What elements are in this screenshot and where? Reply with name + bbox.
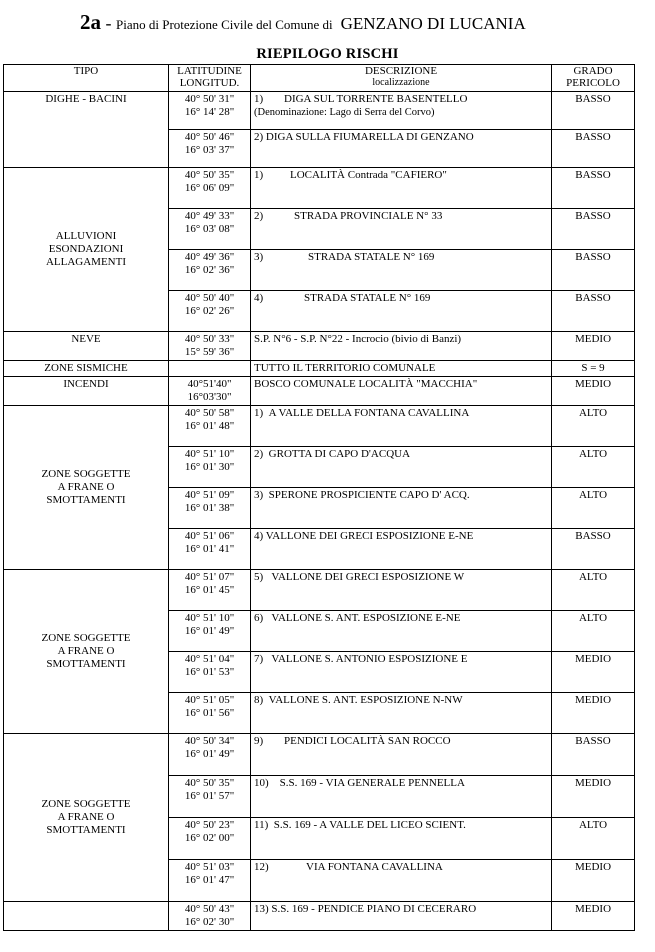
comune-name: GENZANO DI LUCANIA [340,14,526,33]
table-row [4,570,635,611]
grado-cell: BASSO [552,291,635,332]
coord-cell: 40° 50' 23" 16° 02' 00" [169,818,251,860]
group-frane-1: ZONE SOGGETTE A FRANE O SMOTTAMENTI [4,406,169,570]
grado-cell: S = 9 [552,361,635,377]
grado-cell: ALTO [552,447,635,488]
grado-cell: BASSO [552,130,635,168]
coord-cell: 40° 49' 36" 16° 02' 36" [169,250,251,291]
desc-cell: 11) S.S. 169 - A VALLE DEL LICEO SCIENT. [251,818,552,860]
grado-cell: BASSO [552,92,635,130]
table-row [4,377,635,406]
risk-summary-table [3,64,635,931]
grado-cell: MEDIO [552,332,635,361]
desc-cell: BOSCO COMUNALE LOCALITÀ "MACCHIA" [251,377,552,406]
coord-cell: 40° 51' 10" 16° 01' 30" [169,447,251,488]
grado-cell: ALTO [552,488,635,529]
desc-cell: S.P. N°6 - S.P. N°22 - Incrocio (bivio di Banzi) [251,332,552,361]
table-row [4,734,635,776]
table-title: RIEPILOGO RISCHI [256,46,399,62]
grado-cell: BASSO [552,209,635,250]
desc-cell: 9) PENDICI LOCALITÀ SAN ROCCO [251,734,552,776]
coord-cell: 40° 50' 40" 16° 02' 26" [169,291,251,332]
table-row [4,92,635,130]
grado-cell: BASSO [552,529,635,570]
desc-cell: 1) DIGA SUL TORRENTE BASENTELLO (Denominazione: Lago di Serra del Corvo) [251,92,552,130]
grado-cell: MEDIO [552,776,635,818]
col-header-descrizione: DESCRIZIONE localizzazione [251,65,552,92]
desc-cell: 2) STRADA PROVINCIALE N° 33 [251,209,552,250]
coord-cell: 40° 51' 03" 16° 01' 47" [169,860,251,902]
grado-cell: ALTO [552,818,635,860]
grado-cell: MEDIO [552,860,635,902]
coord-cell: 40° 51' 04" 16° 01' 53" [169,652,251,693]
group-frane-2: ZONE SOGGETTE A FRANE O SMOTTAMENTI [4,570,169,734]
desc-cell: 2) DIGA SULLA FIUMARELLA DI GENZANO [251,130,552,168]
group-incendi: INCENDI [4,377,169,406]
desc-cell: 4) STRADA STATALE N° 169 [251,291,552,332]
grado-cell: BASSO [552,168,635,209]
grado-cell: BASSO [552,734,635,776]
grado-cell: MEDIO [552,652,635,693]
grado-cell: MEDIO [552,693,635,734]
desc-cell: 1) A VALLE DELLA FONTANA CAVALLINA [251,406,552,447]
group-neve: NEVE [4,332,169,361]
coord-cell: 40° 50' 35" 16° 01' 57" [169,776,251,818]
col-header-tipo: TIPO [4,65,169,92]
desc-cell: 5) VALLONE DEI GRECI ESPOSIZIONE W [251,570,552,611]
coord-cell: 40° 51' 05" 16° 01' 56" [169,693,251,734]
group-alluvioni: ALLUVIONI ESONDAZIONI ALLAGAMENTI [4,168,169,332]
coord-cell: 40° 51' 10" 16° 01' 49" [169,611,251,652]
group-dighe: DIGHE - BACINI [4,92,169,168]
desc-cell: 7) VALLONE S. ANTONIO ESPOSIZIONE E [251,652,552,693]
desc-cell: 3) SPERONE PROSPICIENTE CAPO D' ACQ. [251,488,552,529]
coord-cell: 40° 50' 58" 16° 01' 48" [169,406,251,447]
table-row [4,406,635,447]
table-row [4,168,635,209]
grado-cell: BASSO [552,250,635,291]
table-row [4,902,635,931]
desc-cell: 4) VALLONE DEI GRECI ESPOSIZIONE E-NE [251,529,552,570]
desc-cell: 1) LOCALITÀ Contrada "CAFIERO" [251,168,552,209]
coord-cell: 40° 50' 31" 16° 14' 28" [169,92,251,130]
grado-cell: ALTO [552,570,635,611]
header-subtitle: Piano di Protezione Civile del Comune di [116,17,333,32]
coord-cell: 40° 50' 34" 16° 01' 49" [169,734,251,776]
document-header [80,10,526,35]
col-header-coords: LATITUDINE LONGITUD. [169,65,251,92]
desc-cell: 12) VIA FONTANA CAVALLINA [251,860,552,902]
desc-cell: 6) VALLONE S. ANT. ESPOSIZIONE E-NE [251,611,552,652]
coord-cell: 40° 51' 06" 16° 01' 41" [169,529,251,570]
grado-cell: ALTO [552,406,635,447]
coord-cell [169,361,251,377]
col-header-grado: GRADO PERICOLO [552,65,635,92]
desc-cell: 8) VALLONE S. ANT. ESPOSIZIONE N-NW [251,693,552,734]
table-header-row [4,65,635,92]
group-empty [4,902,169,931]
grado-cell: MEDIO [552,902,635,931]
grado-cell: MEDIO [552,377,635,406]
group-frane-3: ZONE SOGGETTE A FRANE O SMOTTAMENTI [4,734,169,902]
coord-cell: 40° 50' 33" 15° 59' 36" [169,332,251,361]
desc-cell: 2) GROTTA DI CAPO D'ACQUA [251,447,552,488]
coord-cell: 40° 51' 09" 16° 01' 38" [169,488,251,529]
coord-cell: 40° 51' 07" 16° 01' 45" [169,570,251,611]
coord-cell: 40° 50' 35" 16° 06' 09" [169,168,251,209]
coord-cell: 40° 50' 46" 16° 03' 37" [169,130,251,168]
desc-cell: TUTTO IL TERRITORIO COMUNALE [251,361,552,377]
coord-cell: 40° 49' 33" 16° 03' 08" [169,209,251,250]
desc-cell: 10) S.S. 169 - VIA GENERALE PENNELLA [251,776,552,818]
header-dash: - [101,13,116,33]
table-row [4,332,635,361]
table-row [4,361,635,377]
coord-cell: 40°51'40" 16°03'30" [169,377,251,406]
coord-cell: 40° 50' 43" 16° 02' 30" [169,902,251,931]
group-sismiche: ZONE SISMICHE [4,361,169,377]
desc-cell: 13) S.S. 169 - PENDICE PIANO DI CECERARO [251,902,552,931]
desc-cell: 3) STRADA STATALE N° 169 [251,250,552,291]
grado-cell: ALTO [552,611,635,652]
document-code: 2a [80,10,101,34]
